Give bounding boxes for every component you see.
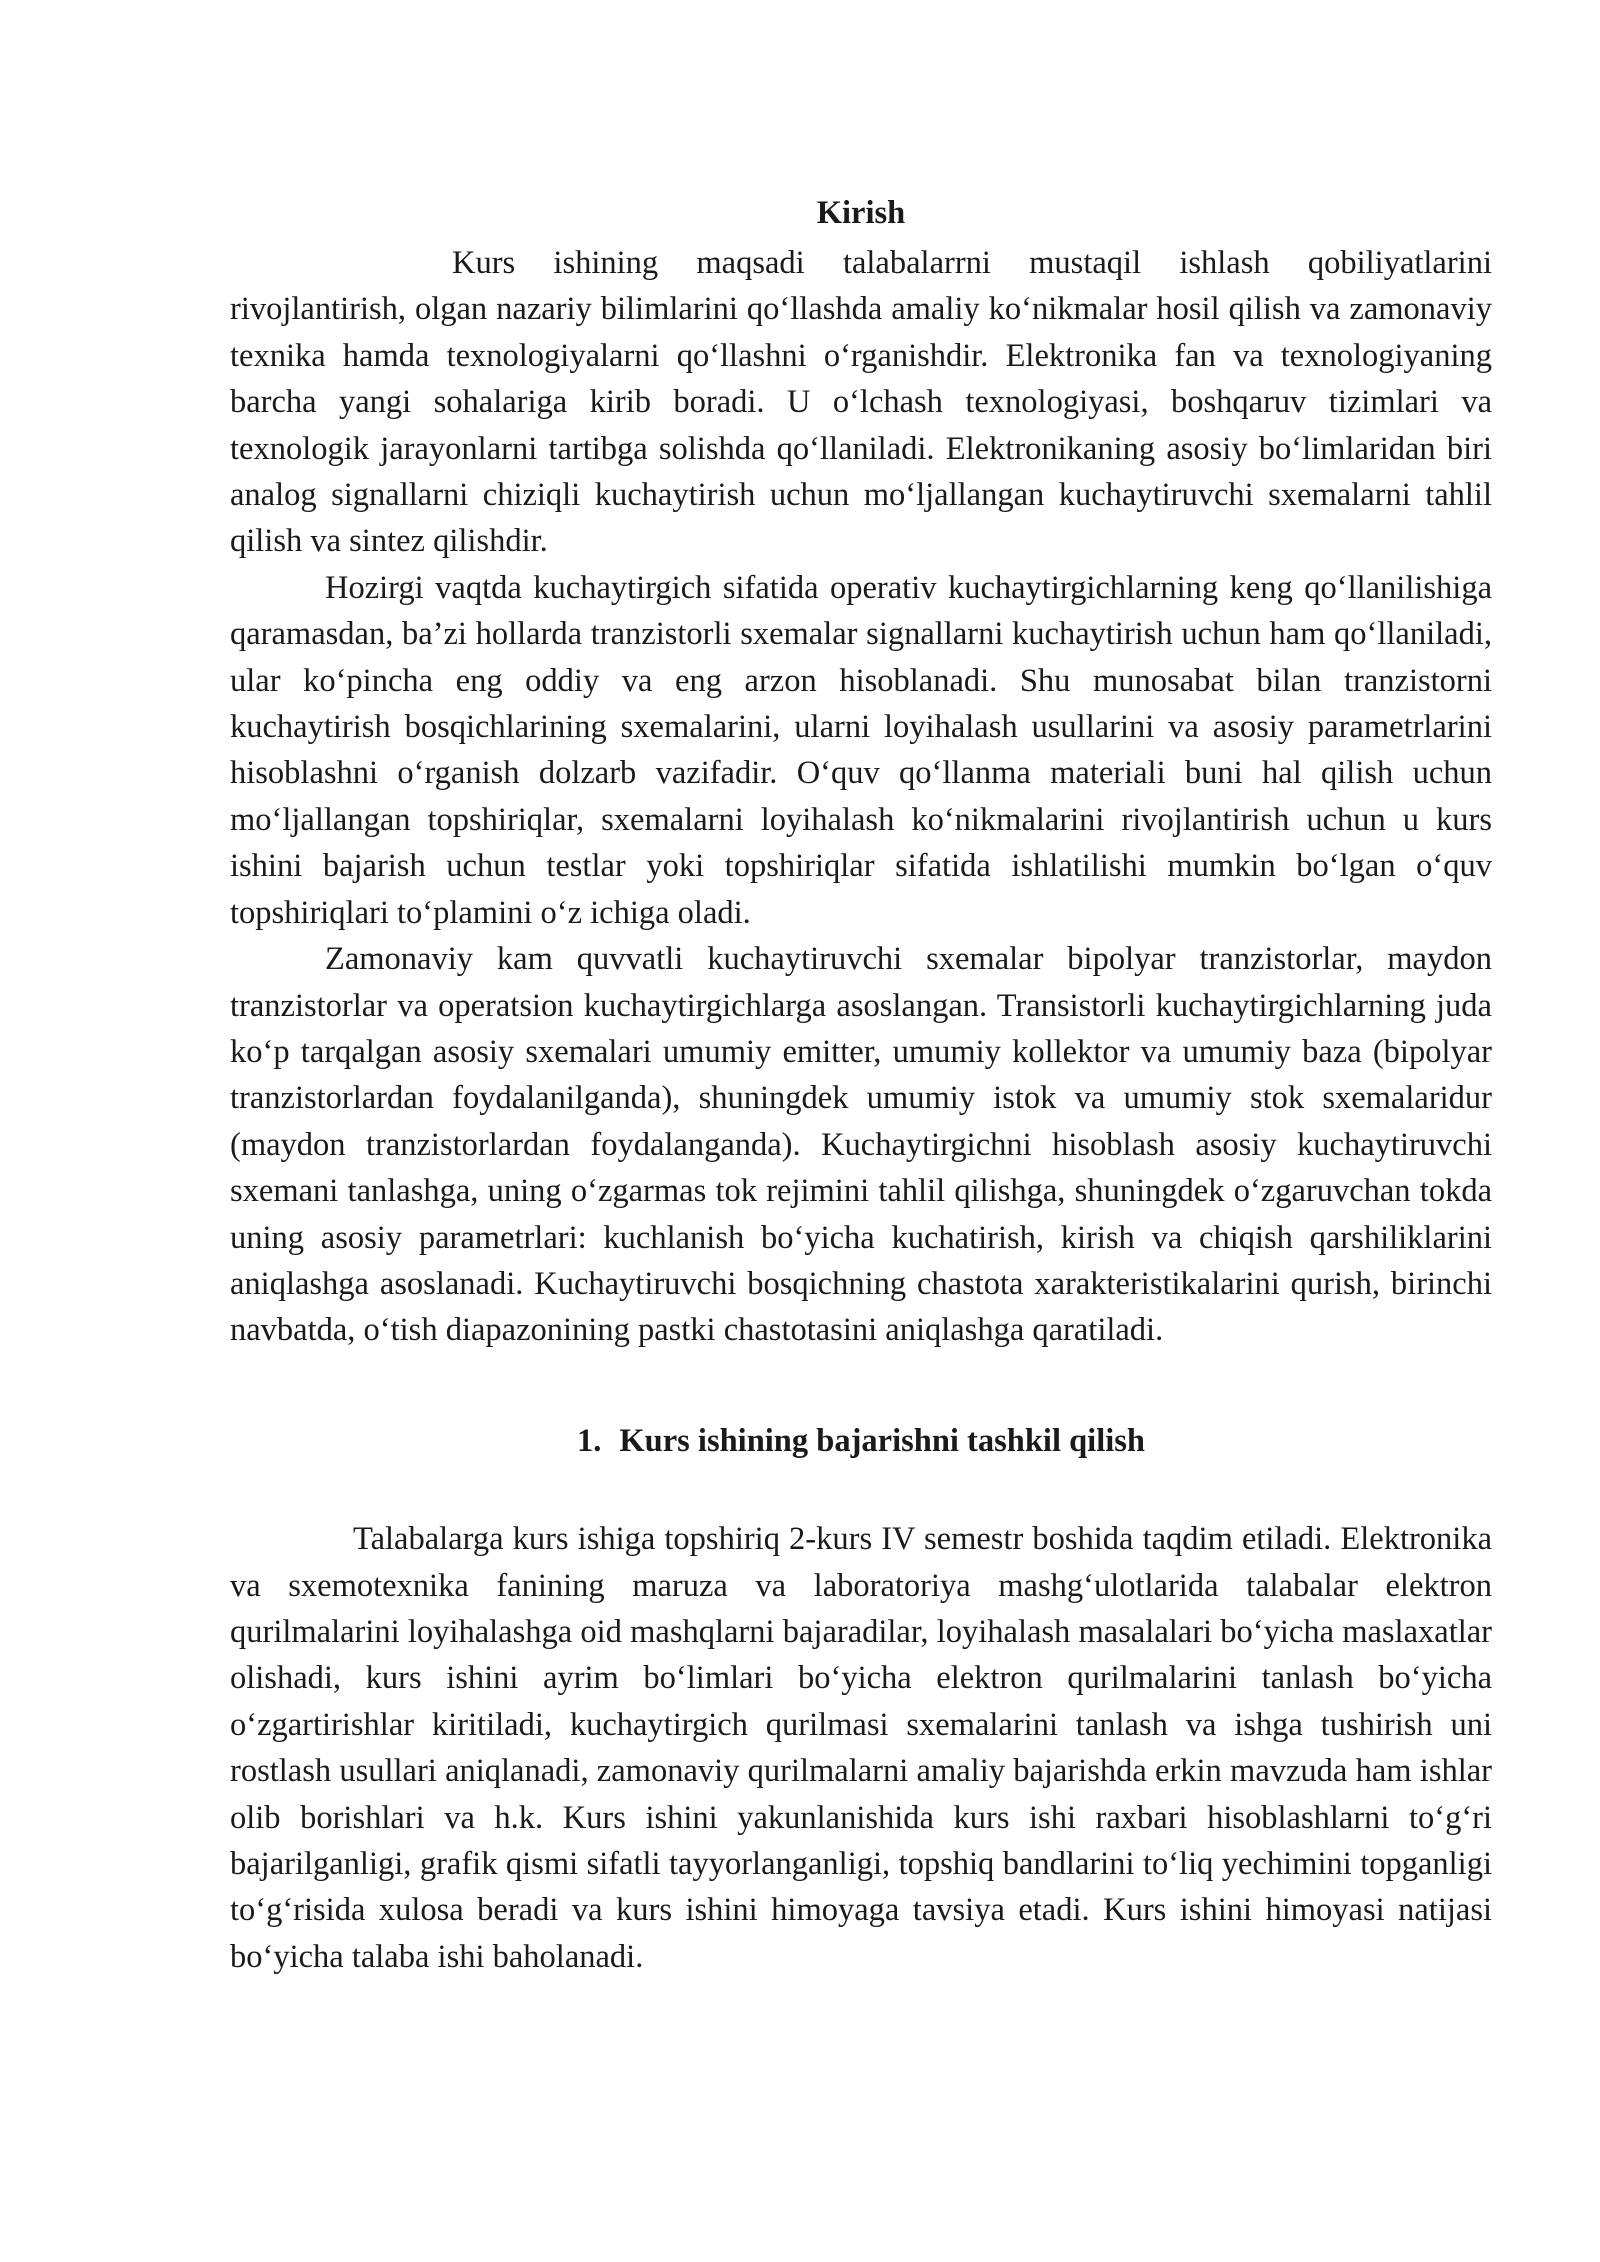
document-content bbox=[230, 190, 1492, 1980]
section-heading bbox=[230, 1418, 1492, 1464]
intro-paragraph-3: Zamonaviy kam quvvatli kuchaytiruvchi sxemalar bipolyar tranzistorlar, maydon tranzistorlar va operatsion kuchaytirgichlarga asoslangan. Transistorli kuchaytirgichlarning juda ko‘p tarqalgan asosiy sxemalari umumiy emitter, umumiy kollektor va umumiy baza (bipolyar tranzistorlardan foydalanilganda), shuningdek umumiy istok va umumiy stok sxemalaridur (maydon tranzistorlardan foydalanganda). Kuchaytirgichni hisoblash asosiy kuchaytiruvchi sxemani tanlashga, uning o‘zgarmas tok rejimini tahlil qilishga, shuningdek o‘zgaruvchan tokda uning asosiy parametrlari: kuchlanish bo‘yicha kuchatirish, kirish va chiqish qarshiliklarini aniqlashga asoslanadi. Kuchaytiruvchi bosqichning chastota xarakteristikalarini qurish, birinchi navbatda, o‘tish diapazonining pastki chastotasini aniqlashga qaratiladi. bbox=[230, 941, 1492, 1349]
section-paragraph: Talabalarga kurs ishiga topshiriq 2-kurs IV semestr boshida taqdim etiladi. Elektronika va sxemotexnika fanining maruza va laboratoriya mashg‘ulotlarida talabalar elektron qurilmalarini loyihalashga oid mashqlarni bajaradilar, loyihalash masalalari bo‘yicha maslaxatlar olishadi, kurs ishini ayrim bo‘limlari bo‘yicha elektron qurilmalarini tanlash bo‘yicha o‘zgartirishlar kiritiladi, kuchaytirgich qurilmasi sxemalarini tanlash va ishga tushirish uni rostlash usullari aniqlanadi, zamonaviy qurilmalarni amaliy bajarishda erkin mavzuda ham ishlar olib borishlari va h.k. Kurs ishini yakunlanishida kurs ishi raxbari hisoblashlarni to‘g‘ri bajarilganligi, grafik qismi sifatli tayyorlanganligi, topshiq bandlarini to‘liq yechimini topganligi to‘g‘risida xulosa beradi va kurs ishini himoyaga tavsiya etadi. Kurs ishini himoyasi natijasi bo‘yicha talaba ishi baholanadi. bbox=[230, 1521, 1492, 1975]
section-title: Kurs ishining bajarishni tashkil qilish bbox=[619, 1422, 1145, 1459]
intro-paragraph-2: Hozirgi vaqtda kuchaytirgich sifatida operativ kuchaytirgichlarning keng qo‘llanilishiga qaramasdan, ba’zi hollarda tranzistorli sxemalar signallarni kuchaytirish uchun ham qo‘llaniladi, ular ko‘pincha eng oddiy va eng arzon hisoblanadi. Shu munosabat bilan tranzistorni kuchaytirish bosqichlarining sxemalarini, ularni loyihalash usullarini va asosiy parametrlarini hisoblashni o‘rganish dolzarb vazifadir. O‘quv qo‘llanma materiali buni hal qilish uchun mo‘ljallangan topshiriqlar, sxemalarni loyihalash ko‘nikmalarini rivojlantirish uchun u kurs ishini bajarish uchun testlar yoki topshiriqlar sifatida ishlatilishi mumkin bo‘lgan o‘quv topshiriqlari to‘plamini o‘z ichiga oladi. bbox=[230, 569, 1492, 931]
page-title: Kirish bbox=[816, 195, 906, 231]
section-number: 1. bbox=[576, 1422, 602, 1459]
intro-paragraph-1: Kurs ishining maqsadi talabalarrni mustaqil ishlash qobiliyatlarini rivojlantirish, olgan nazariy bilimlarini qo‘llashda amaliy ko‘nikmalar hosil qilish va zamonaviy texnika hamda texnologiyalarni qo‘llashni o‘rganishdir. Elektronika fan va texnologiyaning barcha yangi sohalariga kirib boradi. U o‘lchash texnologiyasi, boshqaruv tizimlari va texnologik jarayonlarni tartibga solishda qo‘llaniladi. Elektronikaning asosiy bo‘limlaridan biri analog signallarni chiziqli kuchaytirish uchun mo‘ljallangan kuchaytiruvchi sxemalarni tahlil qilish va sintez qilishdir. bbox=[230, 245, 1492, 560]
